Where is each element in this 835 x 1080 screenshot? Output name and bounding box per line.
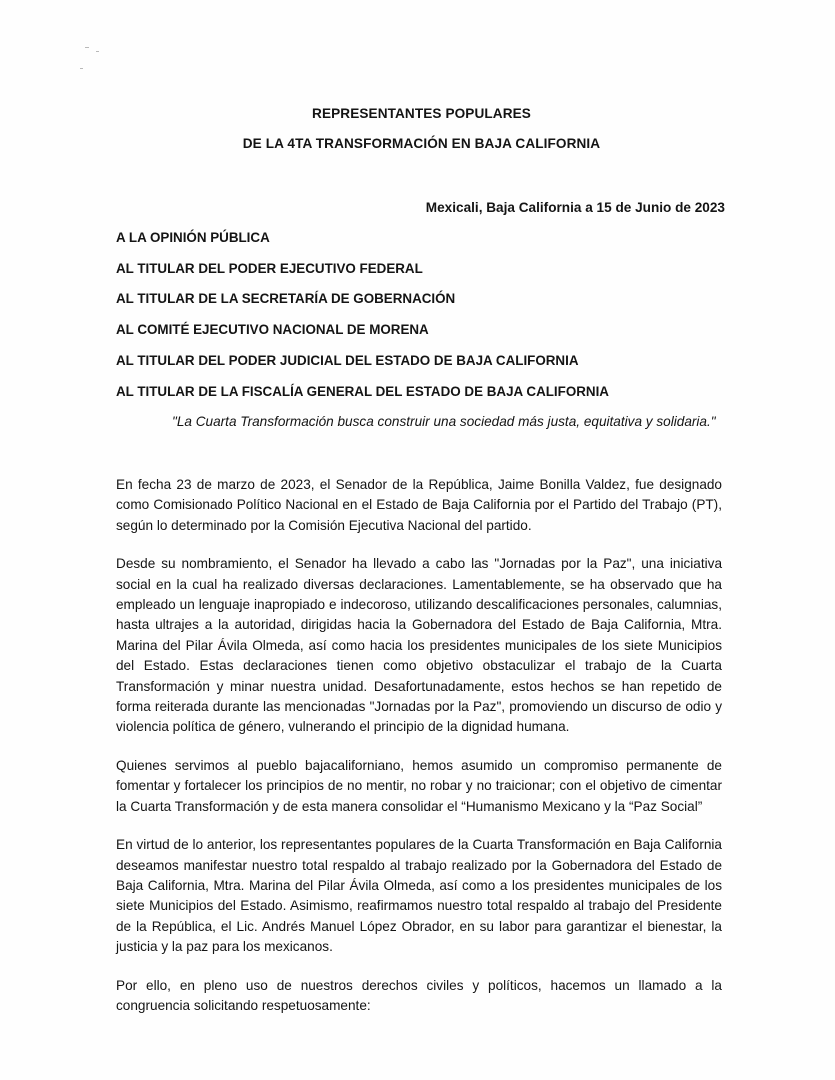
body-paragraph: En virtud de lo anterior, los representantes populares de la Cuarta Transformación en Baja California deseamos manifestar nuestro total respaldo al trabajo realizado por la Gobernadora del Estado de Baja California, Mtra. Marina del Pilar Ávila Olmeda, así como a los presidentes municipales de los siete Municipios del Estado. Asimismo, reafirmamos nuestro total respaldo al trabajo del Presidente de la República, el Lic. Andrés Manuel López Obrador, en su labor para garantizar el bienestar, la justicia y la paz para los mexicanos. bbox=[116, 837, 722, 955]
addressee-line: AL TITULAR DEL PODER JUDICIAL DEL ESTADO DE BAJA CALIFORNIA bbox=[116, 353, 579, 368]
scan-speck bbox=[96, 51, 99, 52]
addressee-line: AL TITULAR DEL PODER EJECUTIVO FEDERAL bbox=[116, 261, 423, 276]
addressee-line: AL TITULAR DE LA FISCALÍA GENERAL DEL ESTADO DE BAJA CALIFORNIA bbox=[116, 384, 609, 399]
addressee-line: A LA OPINIÓN PÚBLICA bbox=[116, 230, 270, 245]
body-paragraph: En fecha 23 de marzo de 2023, el Senador de la República, Jaime Bonilla Valdez, fue designado como Comisionado Político Nacional en el Estado de Baja California por el Partido del Trabajo (PT), según lo determinado por la Comisión Ejecutiva Nacional del partido. bbox=[116, 477, 722, 533]
epigraph-quote: "La Cuarta Transformación busca construir una sociedad más justa, equitativa y solidaria." bbox=[172, 414, 716, 429]
addressee-line: AL COMITÉ EJECUTIVO NACIONAL DE MORENA bbox=[116, 322, 429, 337]
place-and-date: Mexicali, Baja California a 15 de Junio de 2023 bbox=[425, 200, 725, 215]
document-title-line-1: REPRESENTANTES POPULARES bbox=[312, 106, 531, 121]
letter-body bbox=[116, 475, 722, 1034]
body-paragraph: Desde su nombramiento, el Senador ha llevado a cabo las "Jornadas por la Paz", una iniciativa social en la cual ha realizado diversas declaraciones. Lamentablemente, se ha observado que ha empleado un lenguaje inapropiado e indecoroso, utilizando descalificaciones personales, calumnias, hasta ultrajes a la autoridad, dirigidas hacia la Gobernadora del Estado de Baja California, Mtra. Marina del Pilar Ávila Olmeda, así como hacia los presidentes municipales de los siete Municipios del Estado. Estas declaraciones tienen como objetivo obstaculizar el trabajo de la Cuarta Transformación y minar nuestra unidad. Desafortunadamente, estos hechos se han repetido de forma reiterada durante las mencionadas "Jornadas por la Paz", promoviendo un discurso de odio y violencia política de género, vulnerando el principio de la dignidad humana. bbox=[116, 556, 722, 735]
document-title-line-2: DE LA 4TA TRANSFORMACIÓN EN BAJA CALIFORNIA bbox=[242, 136, 601, 151]
addressee-line: AL TITULAR DE LA SECRETARÍA DE GOBERNACIÓN bbox=[116, 291, 456, 306]
scan-speck bbox=[80, 68, 83, 69]
scan-speck bbox=[85, 47, 89, 48]
body-paragraph: Quienes servimos al pueblo bajacaliforniano, hemos asumido un compromiso permanente de fomentar y fortalecer los principios de no mentir, no robar y no traicionar; con el objetivo de cimentar la Cuarta Transformación y de esta manera consolidar el “Humanismo Mexicano y la “Paz Social” bbox=[116, 757, 722, 814]
body-paragraph: Por ello, en pleno uso de nuestros derechos civiles y políticos, hacemos un llamado a la congruencia solicitando respetuosamente: bbox=[116, 977, 722, 1013]
